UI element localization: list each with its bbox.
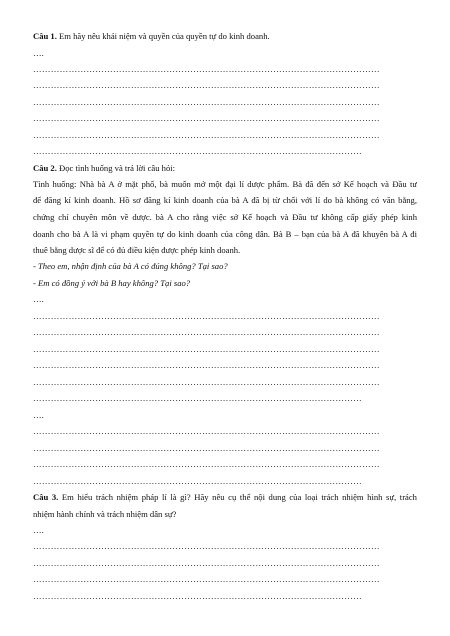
question-2-ellipsis: …. bbox=[33, 294, 44, 304]
question-1-label: Câu 1. bbox=[33, 31, 57, 41]
question-2-label: Câu 2. bbox=[33, 163, 57, 173]
answer-line: ……………………………………………………………………………………………………… bbox=[33, 113, 380, 123]
answer-line: ……………………………………………………………………………………………………… bbox=[33, 443, 380, 453]
question-3-text-cont: nhiệm hành chính và trách nhiệm dân sự? bbox=[33, 509, 177, 519]
answer-line: ……………………………………………………………………………………………………… bbox=[33, 80, 380, 90]
answer-line: ……………………………………………………………………………………………………… bbox=[33, 327, 380, 337]
answer-line: ………………………………………………………………………………………………… bbox=[33, 476, 363, 486]
question-1-ellipsis: …. bbox=[33, 48, 44, 58]
question-2-heading bbox=[33, 163, 417, 174]
answer-line: ………………………………………………………………………………………………… bbox=[33, 146, 363, 156]
situation-line: chứng chỉ chuyên môn về dược. bà A cho rằng việc sở Kế hoạch và Đầu tư không cấp giấy phép kinh bbox=[33, 212, 417, 222]
answer-line: ……………………………………………………………………………………………………… bbox=[33, 311, 380, 321]
answer-line: ……………………………………………………………………………………………………… bbox=[33, 541, 380, 551]
answer-line: ………………………………………………………………………………………………… bbox=[33, 393, 363, 403]
answer-line: ……………………………………………………………………………………………………… bbox=[33, 426, 380, 436]
answer-line: ……………………………………………………………………………………………………… bbox=[33, 377, 380, 387]
sub-question-2: - Em có đồng ý với bà B hay không? Tại sao? bbox=[33, 278, 191, 288]
question-3-heading bbox=[33, 492, 417, 503]
answer-line: ……………………………………………………………………………………………………… bbox=[33, 574, 380, 584]
question-1-text: Em hãy nêu khái niệm và quyền của quyền tự do kinh doanh. bbox=[56, 31, 270, 41]
answer-line: ……………………………………………………………………………………………………… bbox=[33, 558, 380, 568]
situation-line: để đăng kí kinh doanh. Hồ sơ đăng kí kinh doanh của bà A đã bị từ chối với lí do bà không có văn bằng, bbox=[33, 195, 417, 205]
question-3-label: Câu 3. bbox=[33, 492, 59, 502]
answer-line: ………………………………………………………………………………………………… bbox=[33, 591, 363, 601]
question-3-text: Em hiểu trách nhiệm pháp lí là gì? Hãy nêu cụ thể nội dung của loại trách nhiệm hình sự, trách bbox=[58, 492, 417, 502]
question-2-text: Đọc tình huống và trả lời câu hỏi: bbox=[56, 163, 176, 173]
question-3-ellipsis: …. bbox=[33, 525, 44, 535]
answer-line: ……………………………………………………………………………………………………… bbox=[33, 130, 380, 140]
situation-line: thuê bằng dược sĩ để có đủ điều kiện được phép kinh doanh. bbox=[33, 245, 241, 255]
question-1-heading bbox=[33, 31, 417, 42]
sub-question-1: - Theo em, nhận định của bà A có đúng không? Tại sao? bbox=[33, 261, 228, 271]
answer-line: ……………………………………………………………………………………………………… bbox=[33, 64, 380, 74]
situation-line: doanh cho bà A là vi phạm quyền tự do kinh doanh của công dân. Bà B – bạn của bà A đã khuyên bà A đi bbox=[33, 229, 417, 239]
question-2-ellipsis: …. bbox=[33, 410, 44, 420]
situation-line: Tình huống: Nhà bà A ở mặt phố, bà muốn mở một đại lí dược phẩm. Bà đã đến sở Kế hoạch và Đầu tư bbox=[33, 179, 417, 189]
answer-line: ……………………………………………………………………………………………………… bbox=[33, 97, 380, 107]
answer-line: ……………………………………………………………………………………………………… bbox=[33, 459, 380, 469]
answer-line: ……………………………………………………………………………………………………… bbox=[33, 360, 380, 370]
answer-line: ……………………………………………………………………………………………………… bbox=[33, 344, 380, 354]
